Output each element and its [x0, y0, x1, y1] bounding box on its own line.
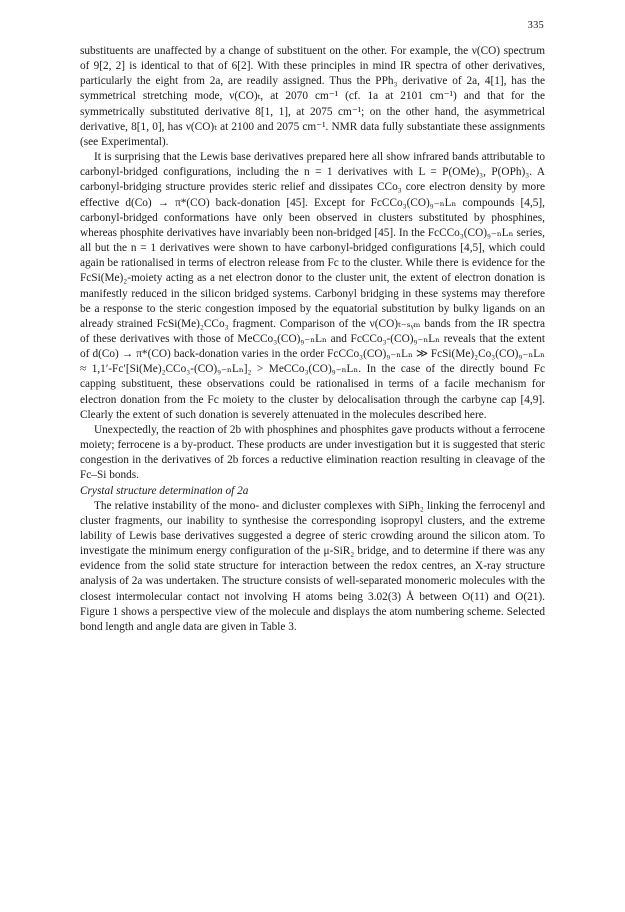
- paragraph-reaction-2b: Unexpectedly, the reaction of 2b with phosphines and phosphites gave products without a ferrocene moiety; ferrocene is a by-product. These products are under investigation but it is suggested that steric congestion in the derivatives of 2b forces a reductive elimination reaction resulting in cleavage of the Fc–Si bonds.: [80, 423, 545, 482]
- paragraph-carbonyl-bridging: It is surprising that the Lewis base derivatives prepared here all show infrared bands attributable to carbonyl-bridged configurations, including the n = 1 derivatives with L = P(OMe)₃, P(OPh)₃. A carbonyl-bridging structure provides steric relief and dissipates CCo₃ core electron density by more effective d(Co) → π*(CO) back-donation [45]. Except for FcCCo₃(CO)₉₋ₙLₙ compounds [4,5], carbonyl-bridged conformations have only been observed in clusters substituted by phosphines, whereas phosphite derivatives have invariably been non-bridged [45]. In the FcCCo₃(CO)₉₋ₙLₙ series, all but the n = 1 derivatives were shown to have carbonyl-bridged configurations [4,5], which could again be rationalised in terms of electron release from Fc to the cluster. While there is evidence for the FcSi(Me)₂-moiety acting as a net electron donor to the cluster unit, the extent of electron donation is manifestly reduced in the silicon bridged systems. Carbonyl bridging in these systems may therefore be a response to the steric congestion imposed by the equatorial substitution by bulky ligands on an already strained FcSi(Me)₂CCo₃ fragment. Comparison of the ν(CO)ₜ₋ₛᵧₘ bands from the IR spectra of these derivatives with those of MeCCo₃(CO)₉₋ₙLₙ and FcCCo₃-(CO)₉₋ₙLₙ reveals that the extent of d(Co) → π*(CO) back-donation varies in the order FcCCo₃(CO)₉₋ₙLₙ ≫ FcSi(Me)₂Co₃(CO)₉₋ₙLₙ ≈ 1,1′-Fc′[Si(Me)₂CCo₃-(CO)₉₋ₙLₙ]₂ > MeCCo₃(CO)₉₋ₙLₙ. In the case of the directly bound Fc capping substituent, these observations could be rationalised in terms of a facile mechanism for electron donation from the Fc moiety to the cluster by delocalisation through the carbyne cap [4,9]. Clearly the extent of such donation is severely attenuated in the molecules described here.: [80, 151, 545, 421]
- page-number: 335: [527, 20, 544, 31]
- paragraph-crystal-structure: The relative instability of the mono- and dicluster complexes with SiPh₂ linking the ferrocenyl and cluster fragments, our inability to synthesise the corresponding isopropyl clusters, and the extreme lability of Lewis base derivatives suggested a degree of steric crowding around the silicon atom. To investigate the minimum energy configuration of the μ-SiR₂ bridge, and to determine if there was any evidence from the solid state structure for interaction between the redox centres, an X-ray structure analysis of 2a was undertaken. The structure consists of well-separated monomeric molecules with the closest intermolecular contact not involving H atoms being 3.02(3) Å between O(11) and O(21). Figure 1 shows a perspective view of the molecule and displays the atom numbering scheme. Selected bond length and angle data are given in Table 3.: [80, 499, 545, 633]
- paragraph-substituent-effects: substituents are unaffected by a change of substituent on the other. For example, the ν(CO) spectrum of 9[2, 2] is identical to that of 6[2]. With these principles in mind IR spectra of other derivatives, particularly the eight from 2a, are readily assigned. Thus the PPh₃ derivative of 2a, 4[1], has the symmetrical stretching mode, ν(CO)ₜ, at 2070 cm⁻¹ (cf. 1a at 2101 cm⁻¹) and that for the symmetrically substituted derivative 8[1, 1], at 2075 cm⁻¹; on the other hand, the asymmetrical derivative, 8[1, 0], has ν(CO)ₜ at 2100 and 2075 cm⁻¹. NMR data fully substantiate these assignments (see Experimental).: [80, 45, 545, 148]
- section-heading-crystal-structure: Crystal structure determination of 2a: [80, 484, 249, 497]
- body-text: [80, 44, 545, 635]
